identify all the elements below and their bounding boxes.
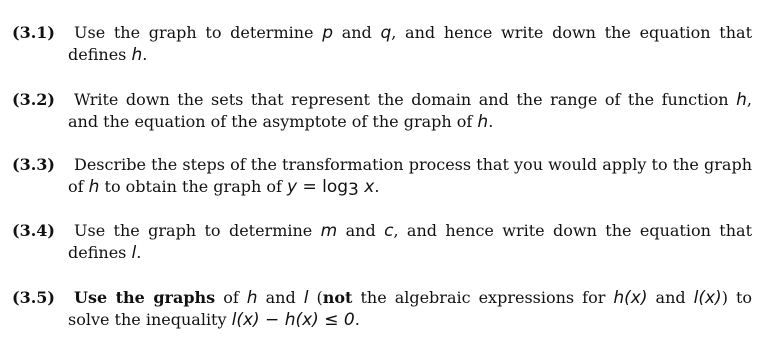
variable-h: h [477, 112, 489, 132]
text-segment: . [374, 177, 380, 196]
question-text [68, 89, 752, 133]
text-segment: and [257, 288, 304, 307]
question-3-3 [12, 154, 752, 198]
text-segment: ) to solve the inequality [68, 288, 753, 329]
inequality-expression: l(x) − h(x) ≤ 0 [231, 310, 355, 330]
log-function: log [322, 177, 349, 197]
question-number: (3.2) [12, 90, 55, 109]
question-3-1 [12, 22, 752, 66]
text-segment: Write down the sets that represent the domain and the range of the function [74, 90, 737, 109]
question-text [68, 154, 752, 198]
text-segment: , and hence write down the equation that defines [68, 23, 753, 64]
emphasis-text: Use the graphs [74, 288, 216, 307]
question-3-5 [12, 287, 752, 331]
expression-h-of-x: h(x) [613, 288, 648, 308]
text-segment: of [215, 288, 247, 307]
variable-l: l [131, 243, 137, 263]
text-segment: and [337, 221, 385, 240]
text-segment: to obtain the graph of [99, 177, 287, 196]
variable-h: h [131, 45, 143, 65]
variable-h: h [88, 177, 100, 197]
question-number: (3.3) [12, 155, 55, 174]
question-text [68, 287, 752, 331]
emphasis-text: not [322, 288, 353, 307]
text-segment: Use the graph to determine [74, 23, 323, 42]
question-3-2 [12, 89, 752, 133]
variable-q: q [380, 23, 392, 43]
expression-l-of-x: l(x) [693, 288, 722, 308]
log-base: 3 [348, 180, 359, 200]
text-segment: Describe the steps of the transformation process that you would apply to the graph of [68, 155, 752, 196]
variable-h: h [246, 288, 258, 308]
variable-h: h [736, 90, 747, 110]
question-number: (3.1) [12, 23, 55, 42]
equals-sign: = [297, 177, 323, 197]
variable-m: m [320, 221, 338, 241]
text-segment: . [142, 45, 148, 64]
variable-y: y [287, 177, 298, 197]
question-number: (3.5) [12, 288, 55, 307]
text-segment: and [333, 23, 381, 42]
question-number: (3.4) [12, 221, 55, 240]
question-text [68, 220, 752, 264]
variable-c: c [384, 221, 394, 241]
text-segment: . [136, 243, 142, 262]
text-segment: the algebraic expressions for [352, 288, 614, 307]
text-segment: and [647, 288, 694, 307]
text-segment: ( [308, 288, 323, 307]
question-3-4 [12, 220, 752, 264]
text-segment: . [354, 310, 360, 329]
text-segment: , and hence write down the equation that defines [68, 221, 752, 262]
variable-l: l [303, 288, 309, 308]
text-segment: Use the graph to determine [74, 221, 321, 240]
variable-p: p [322, 23, 333, 43]
text-segment: , and the equation of the asymptote of the graph of [68, 90, 752, 131]
variable-x: x [358, 177, 375, 197]
question-text [68, 22, 752, 66]
text-segment: . [488, 112, 494, 131]
